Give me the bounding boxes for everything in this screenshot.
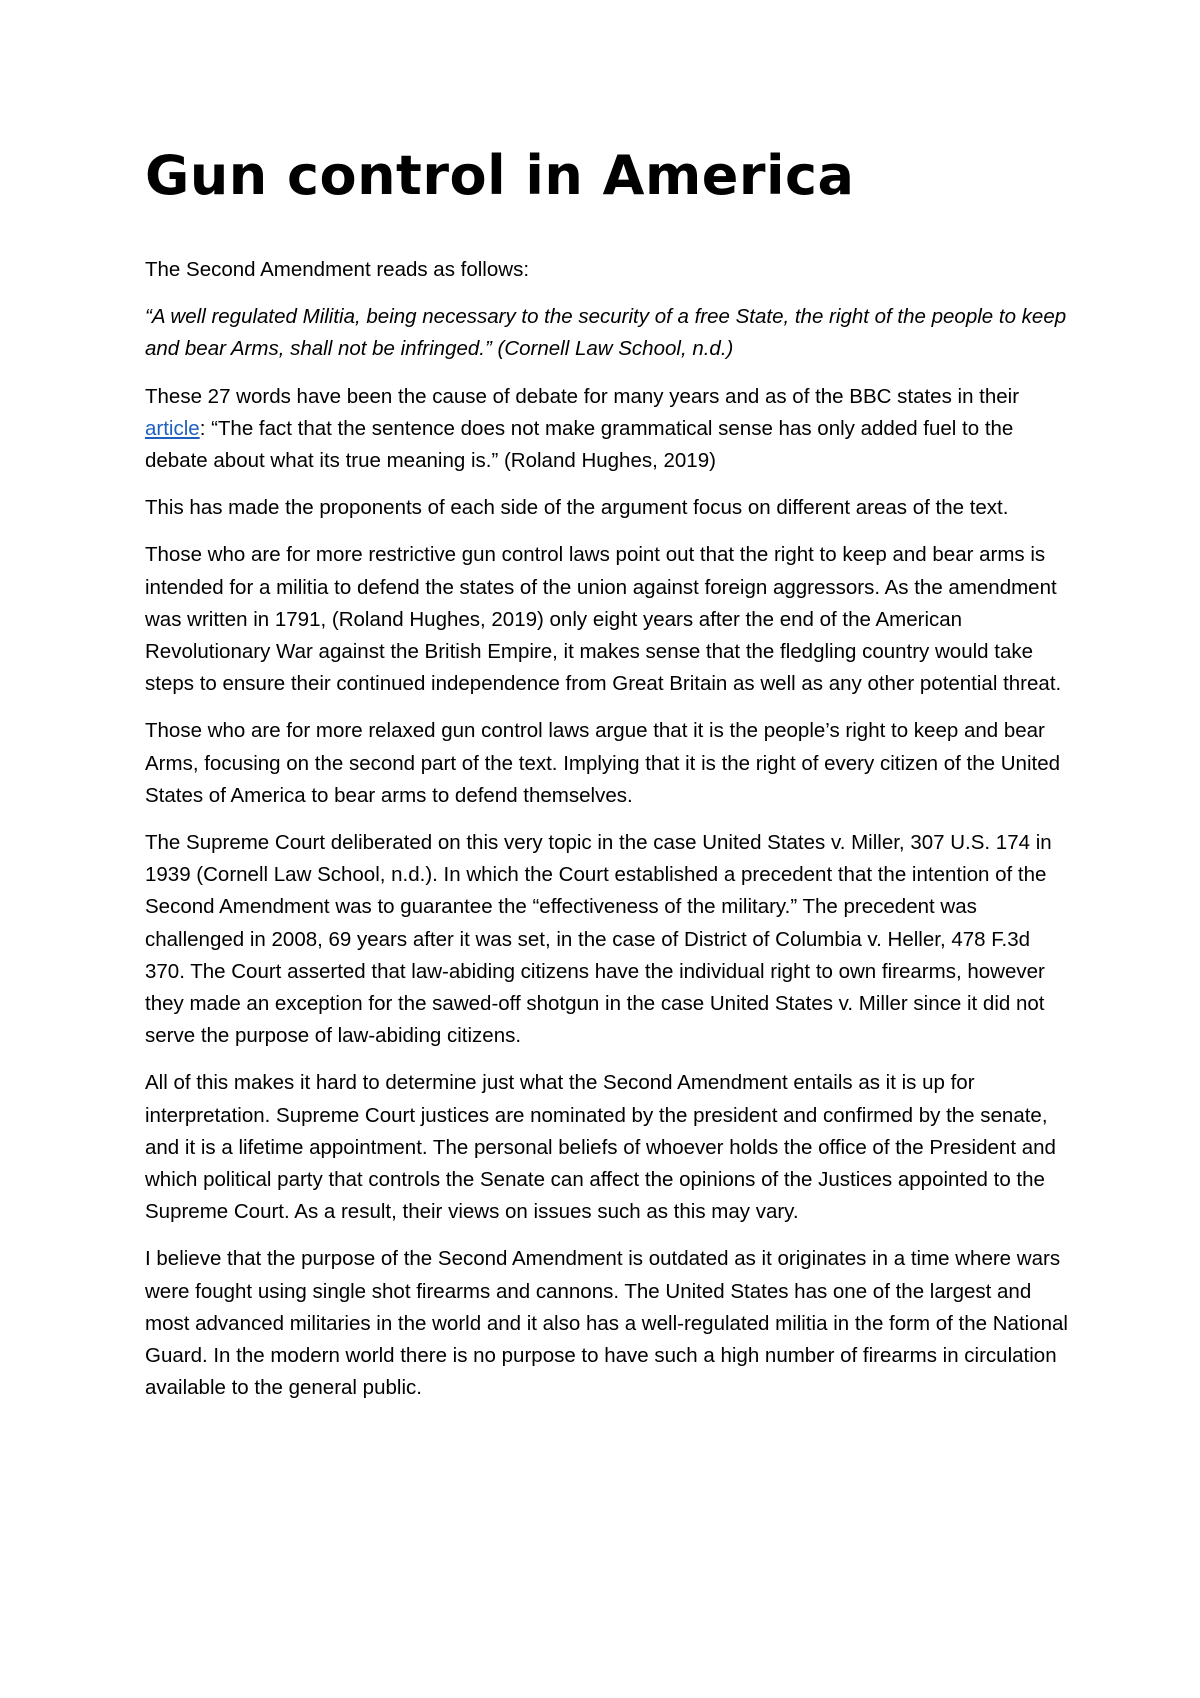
bbc-paragraph — [145, 381, 1070, 478]
document-body — [145, 140, 1070, 1420]
bbc-text-before-link: These 27 words have been the cause of debate for many years and as of the BBC states in their — [145, 384, 1020, 408]
document-title: Gun control in America — [145, 144, 855, 207]
article-link[interactable]: article — [145, 416, 200, 440]
body-paragraph: This has made the proponents of each side of the argument focus on different areas of the text. — [145, 496, 1009, 520]
intro-paragraph: The Second Amendment reads as follows: — [145, 258, 530, 281]
body-paragraph: Those who are for more restrictive gun control laws point out that the right to keep and bear arms is intended for a militia to defend the states of the union against foreign aggressors. As the amendment was written in 1791, (Roland Hughes, 2019) only eight years after the end of the American Revolutionary War against the British Empire, it makes sense that the fledgling country would take steps to ensure their continued independence from Great Britain as well as any other potential threat. — [145, 543, 1062, 696]
body-paragraph: All of this makes it hard to determine just what the Second Amendment entails as it is up for interpretation. Supreme Court justices are nominated by the president and confirmed by the senate, and it is a lifetime appointment. The personal beliefs of whoever holds the office of the President and which political party that controls the Senate can affect the opinions of the Justices appointed to the Supreme Court. As a result, their views on issues such as this may vary. — [145, 1071, 1056, 1224]
amendment-quote-text: “A well regulated Militia, being necessary to the security of a free State, the right of the people to keep and bear Arms, shall not be infringed.” — [145, 305, 1067, 361]
body-paragraph: Those who are for more relaxed gun control laws argue that it is the people’s right to keep and bear Arms, focusing on the second part of the text. Implying that it is the right of every citizen of the United States of America to bear arms to defend themselves. — [145, 719, 1060, 807]
amendment-quote-paragraph — [145, 301, 1070, 365]
quote-citation: (Cornell Law School, n.d.) — [491, 337, 734, 361]
bbc-text-after-link: : “The fact that the sentence does not make grammatical sense has only added fuel to the debate about what its true meaning is.” (Roland Hughes, 2019) — [145, 416, 1014, 473]
body-paragraph: The Supreme Court deliberated on this very topic in the case United States v. Miller, 307 U.S. 174 in 1939 (Cornell Law School, n.d.). In which the Court established a precedent that the intention of the Second Amendment was to guarantee the “effectiveness of the military.” The precedent was challenged in 2008, 69 years after it was set, in the case of District of Columbia v. Heller, 478 F.3d 370. The Court asserted that law-abiding citizens have the individual right to own firearms, however they made an exception for the sawed-off shotgun in the case United States v. Miller since it did not serve the purpose of law-abiding citizens. — [145, 831, 1052, 1048]
body-paragraph: I believe that the purpose of the Second Amendment is outdated as it originates in a time where wars were fought using single shot firearms and cannons. The United States has one of the largest and most advanced militaries in the world and it also has a well-regulated militia in the form of the National Guard. In the modern world there is no purpose to have such a high number of firearms in circulation available to the general public. — [145, 1247, 1068, 1400]
